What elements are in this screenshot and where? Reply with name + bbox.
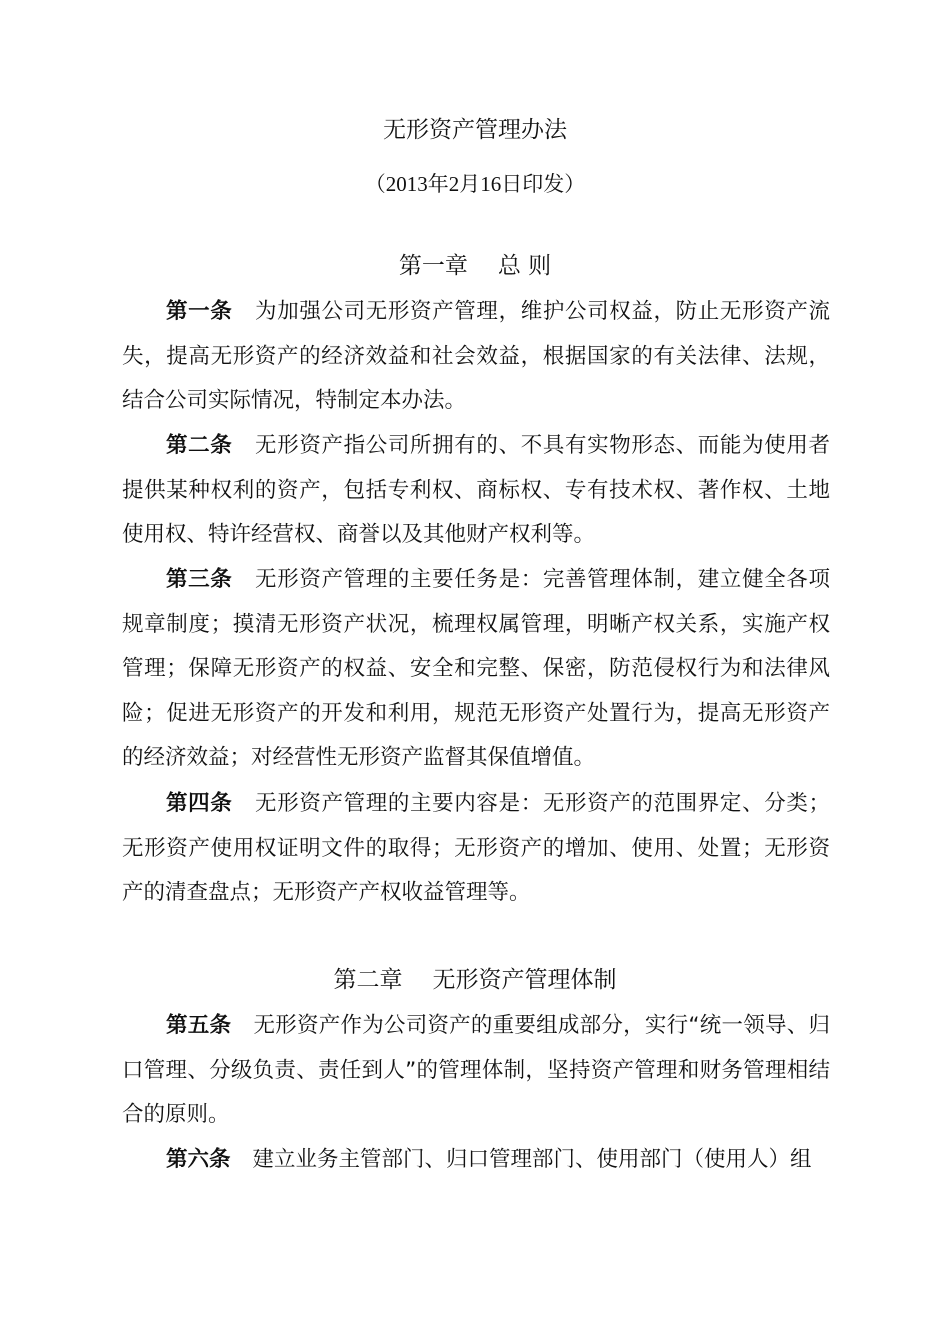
chapter-number: 第二章 [333, 967, 403, 993]
article-label: 第六条 [166, 1147, 231, 1172]
date-month-unit: 月 [459, 172, 481, 196]
article-text: 无形资产管理的主要任务是：完善管理体制，建立健全各项规章制度；摸清无形资产状况，梳理权属管理，明晰产权关系，实施产权管理；保障无形资产的权益、安全和完整、保密，防范侵权行为和法律风险；促进无形资产的开发和利用，规范无形资产处置行为，提高无形资产的经济效益；对经营性无形资产监督其保值增值。 [122, 567, 830, 770]
date-day: 16 [480, 172, 502, 196]
article-text: 无形资产作为公司资产的重要组成部分，实行“统一领导、归口管理、分级负责、责任到人”的管理体制，坚持资产管理和财务管理相结合的原则。 [122, 1013, 830, 1127]
article-3 [122, 558, 830, 781]
date-day-unit: 日印发 [501, 172, 565, 196]
article-label: 第四条 [166, 791, 233, 816]
chapter-heading-2 [0, 962, 950, 998]
article-text: 建立业务主管部门、归口管理部门、使用部门（使用人）组 [252, 1147, 812, 1172]
article-text: 无形资产指公司所拥有的、不具有实物形态、而能为使用者提供某种权利的资产，包括专利权、商标权、专有技术权、著作权、土地使用权、特许经营权、商誉以及其他财产权利等。 [122, 433, 830, 547]
article-text: 为加强公司无形资产管理，维护公司权益，防止无形资产流失，提高无形资产的经济效益和社会效益，根据国家的有关法律、法规，结合公司实际情况，特制定本办法。 [122, 299, 830, 413]
article-label: 第三条 [166, 567, 233, 592]
document-issue-date [0, 166, 950, 202]
date-open-paren: （ [364, 172, 386, 196]
article-label: 第二条 [166, 433, 233, 458]
chapter-title: 无形资产管理体制 [432, 967, 617, 993]
document-title: 无形资产管理办法 [383, 117, 567, 143]
article-6 [122, 1138, 830, 1183]
date-month: 2 [448, 172, 460, 196]
article-text: 无形资产管理的主要内容是：无形资产的范围界定、分类；无形资产使用权证明文件的取得；无形资产的增加、使用、处置；无形资产的清查盘点；无形资产产权收益管理等。 [122, 791, 830, 905]
article-4 [122, 782, 830, 916]
article-label: 第五条 [166, 1013, 232, 1038]
date-year: 2013 [385, 172, 428, 196]
date-year-unit: 年 [427, 172, 449, 196]
article-label: 第一条 [166, 299, 233, 324]
article-2 [122, 424, 830, 558]
chapter-number: 第一章 [398, 253, 468, 279]
article-1 [122, 290, 830, 424]
article-5 [122, 1004, 830, 1138]
chapter-heading-1 [0, 248, 950, 284]
date-close-paren: ） [564, 172, 586, 196]
chapter-title: 总 则 [497, 253, 552, 279]
